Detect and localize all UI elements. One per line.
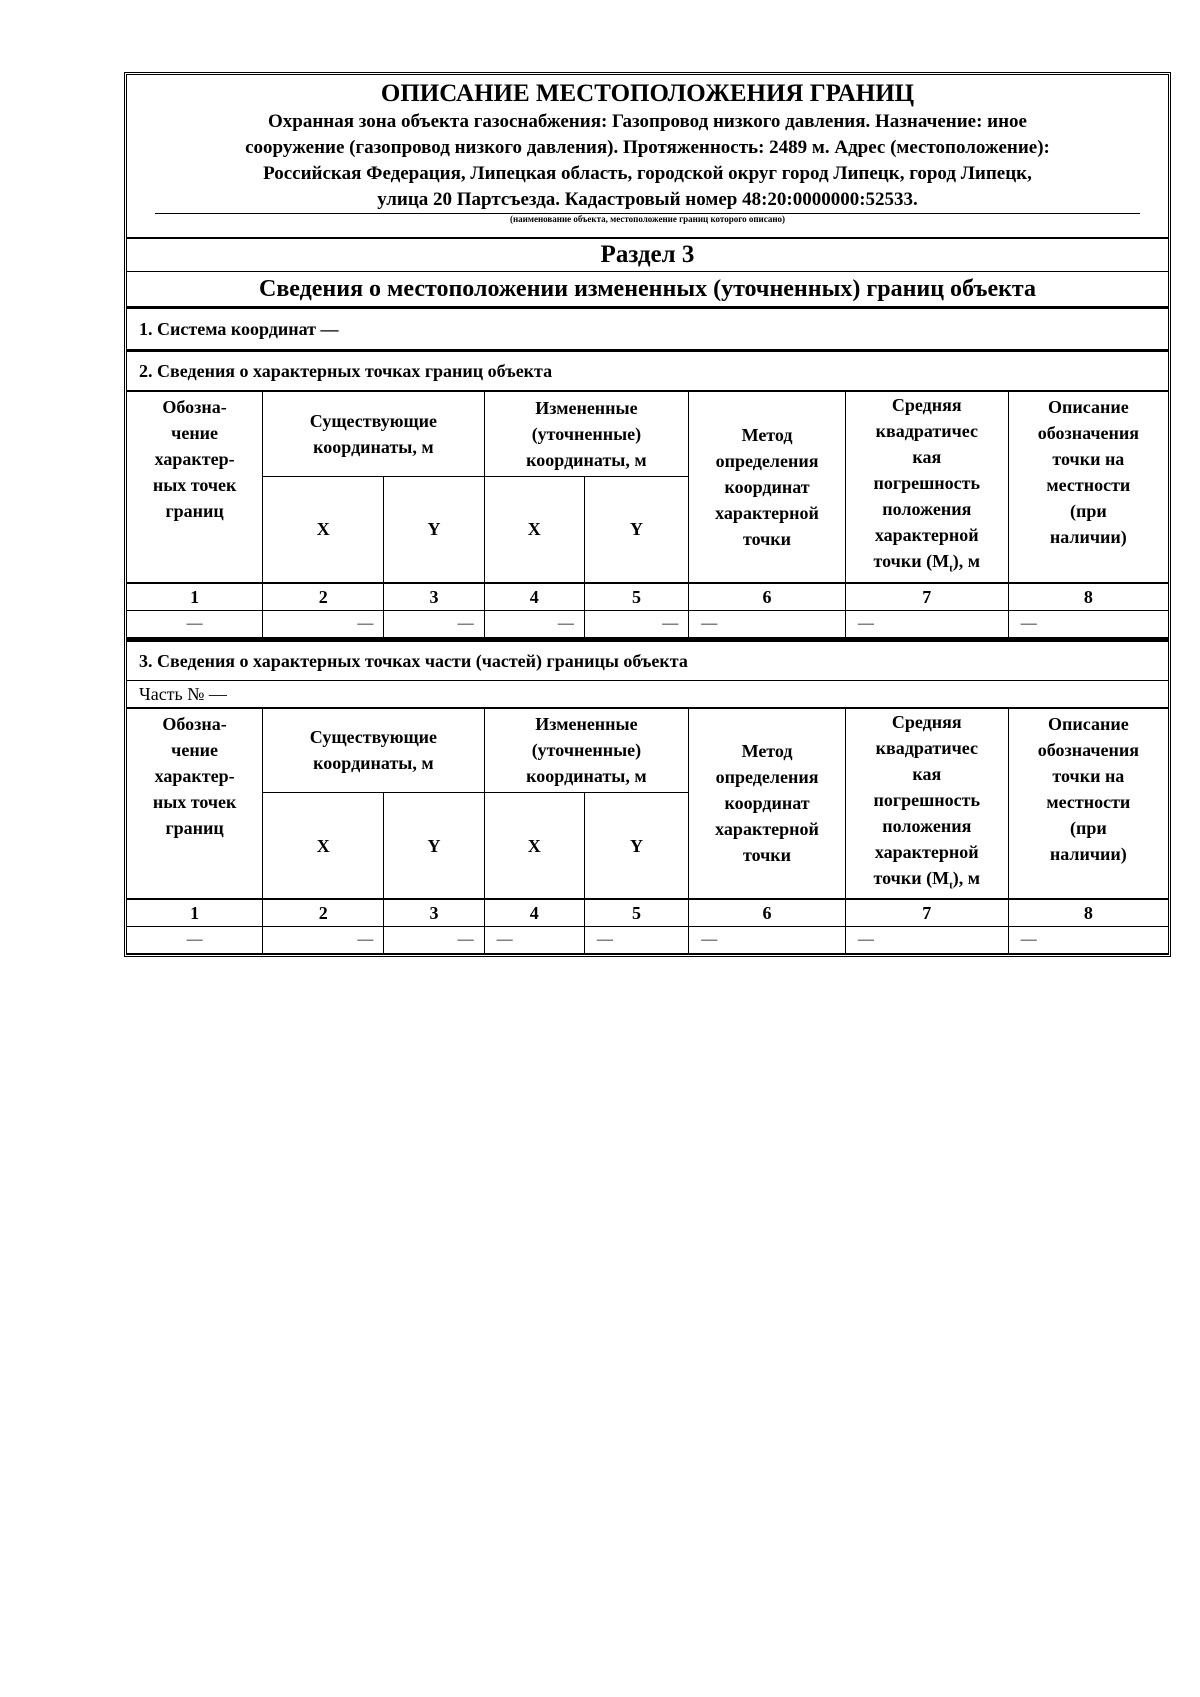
section-subtitle: Сведения о местоположении измененных (уточненных) границ объекта (258, 276, 1037, 302)
column-number: 2 (263, 583, 384, 611)
table-cell: — (1008, 927, 1168, 954)
table-cell: — (384, 927, 484, 954)
column-number: 2 (263, 899, 384, 927)
table-cell: — (127, 610, 263, 637)
table-cell: — (263, 927, 384, 954)
table-cell: — (845, 927, 1008, 954)
object-line: Охранная зона объекта газоснабжения: Газопровод низкого давления. Назначение: иное (268, 111, 1027, 132)
boundary-description-sheet (124, 72, 1171, 957)
column-number: 4 (484, 583, 584, 611)
object-description (127, 109, 1168, 213)
object-line: улица 20 Партсъезда. Кадастровый номер 48:20:0000000:52533. (377, 189, 918, 210)
table-cell: — (127, 927, 263, 954)
points-title: 2. Сведения о характерных точках границ объекта (127, 352, 1168, 391)
table-cell: — (1008, 610, 1168, 637)
header-changed-coordinates: Измененные (уточненные) координаты, м (484, 392, 689, 477)
table-row (127, 610, 1168, 637)
column-number: 6 (689, 899, 846, 927)
column-number: 6 (689, 583, 846, 611)
coordinate-system-label: 1. Система координат — (139, 319, 339, 339)
header-changed-y: Y (584, 793, 688, 900)
header-existing-y: Y (384, 476, 484, 583)
header-description: Описание обозначения точки на местности (при наличии) (1008, 392, 1168, 583)
header-description: Описание обозначения точки на местности (при наличии) (1008, 708, 1168, 899)
object-caption: (наименование объекта, местоположение границ которого описано) (155, 213, 1140, 237)
table-cell: — (845, 610, 1008, 637)
header-method: Метод определения координат характерной точки (689, 708, 846, 899)
header-existing-coordinates: Существующие координаты, м (263, 392, 484, 477)
table-cell: — (484, 610, 584, 637)
table-cell: — (263, 610, 384, 637)
header-error: Средняя квадратичес кая погрешность положения характерной точки $(M_t)$, м (845, 392, 1008, 583)
header-existing-x: X (263, 793, 384, 900)
header-changed-coordinates: Измененные (уточненные) координаты, м (484, 708, 689, 793)
column-number: 3 (384, 899, 484, 927)
column-number: 8 (1008, 583, 1168, 611)
parts-table (127, 708, 1168, 955)
column-number: 7 (845, 899, 1008, 927)
points-block (127, 351, 1168, 640)
coordinate-system-row (127, 308, 1168, 351)
object-line: сооружение (газопровод низкого давления). Протяженность: 2489 м. Адрес (местоположение): (245, 137, 1050, 158)
header-error: Средняя квадратичес кая погрешность положения характерной точки $(M_t)$, м (845, 708, 1008, 899)
parts-block (127, 640, 1168, 955)
column-numbers-row (127, 899, 1168, 927)
points-table (127, 391, 1168, 638)
column-numbers-row (127, 583, 1168, 611)
part-number-label: Часть № — (127, 681, 1168, 708)
column-number: 5 (584, 583, 688, 611)
header-changed-x: X (484, 476, 584, 583)
table-cell: — (384, 610, 484, 637)
document-title: ОПИСАНИЕ МЕСТОПОЛОЖЕНИЯ ГРАНИЦ (380, 80, 915, 107)
column-number: 4 (484, 899, 584, 927)
table-row (127, 927, 1168, 954)
document-header (127, 75, 1168, 239)
section-title: Раздел 3 (127, 239, 1168, 272)
header-method: Метод определения координат характерной точки (689, 392, 846, 583)
table-cell: — (689, 610, 846, 637)
column-number: 5 (584, 899, 688, 927)
table-cell: — (689, 927, 846, 954)
table-cell: — (584, 927, 688, 954)
column-number: 8 (1008, 899, 1168, 927)
table-cell: — (584, 610, 688, 637)
column-number: 7 (845, 583, 1008, 611)
column-number: 1 (127, 583, 263, 611)
header-existing-y: Y (384, 793, 484, 900)
header-existing-coordinates: Существующие координаты, м (263, 708, 484, 793)
section-heading (127, 239, 1168, 308)
object-line: Российская Федерация, Липецкая область, городской округ город Липецк, город Липецк, (263, 163, 1032, 184)
header-point-designation: Обозна- чение характер- ных точек границ (127, 708, 263, 899)
header-changed-x: X (484, 793, 584, 900)
table-cell: — (484, 927, 584, 954)
column-number: 1 (127, 899, 263, 927)
header-existing-x: X (263, 476, 384, 583)
parts-title: 3. Сведения о характерных точках части (частей) границы объекта (127, 642, 1168, 681)
header-point-designation: Обозна- чение характер- ных точек границ (127, 392, 263, 583)
header-changed-y: Y (584, 476, 688, 583)
column-number: 3 (384, 583, 484, 611)
